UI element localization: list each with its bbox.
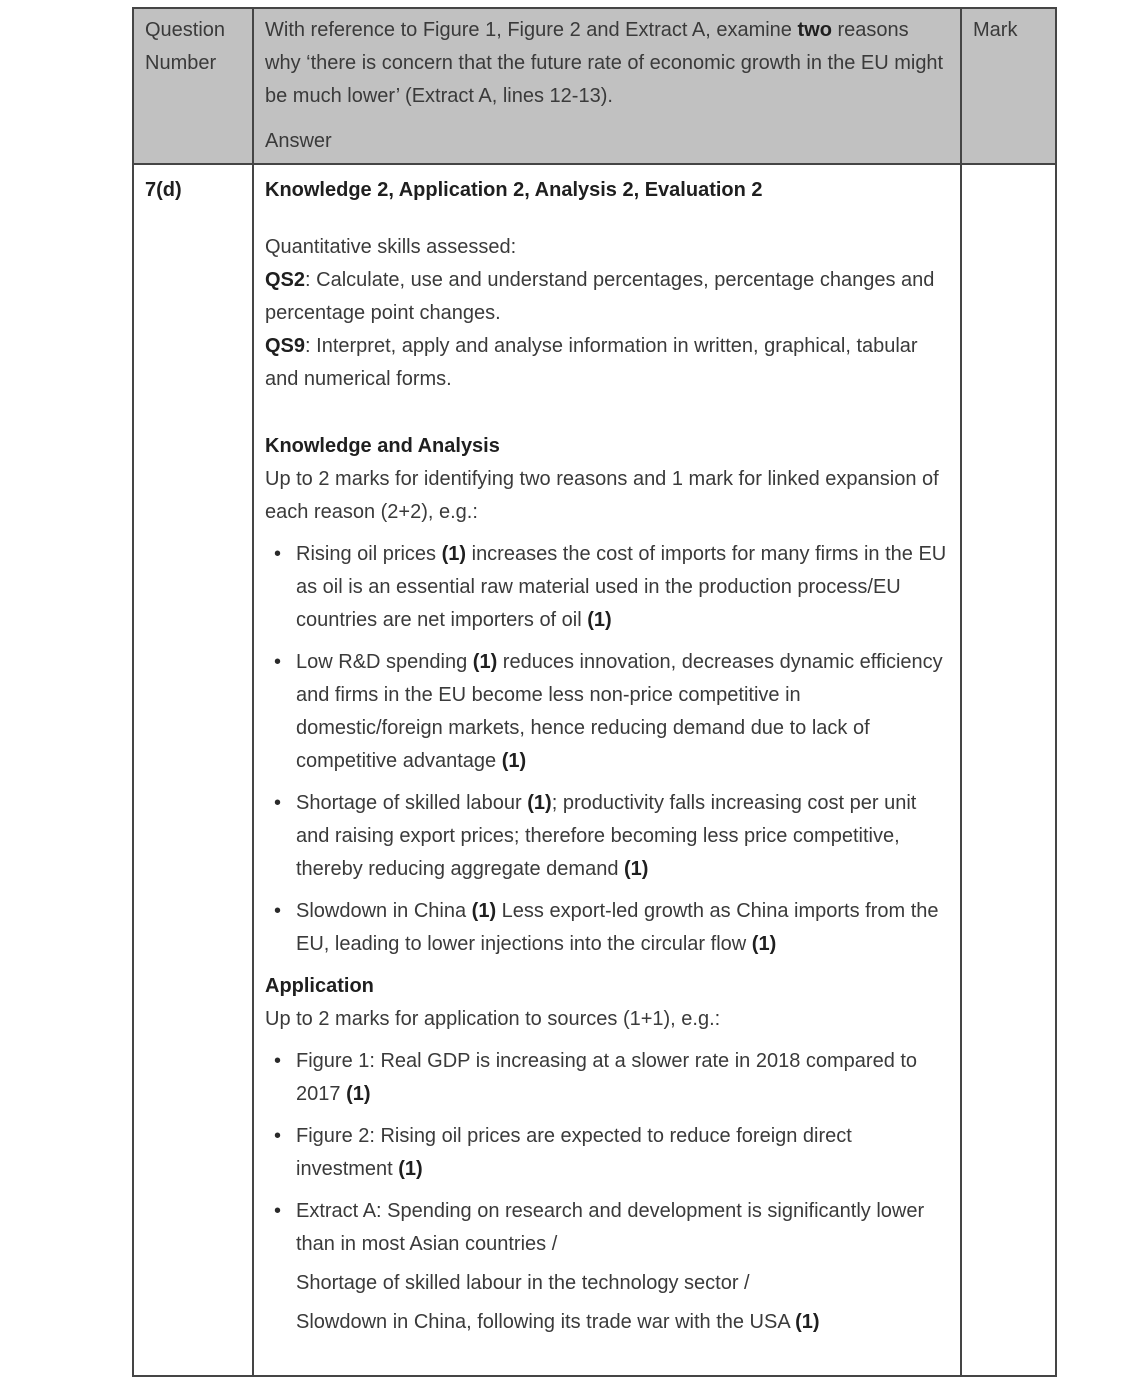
knowledge-analysis-heading: Knowledge and Analysis bbox=[265, 435, 500, 457]
list-item: • Slowdown in China (1) Less export-led growth as China imports from the EU, leading to lower injections into the circular flow (1) bbox=[265, 895, 948, 961]
extract-a-continuation: Shortage of skilled labour in the technology sector / bbox=[296, 1272, 750, 1294]
header-mark-cell bbox=[961, 8, 1056, 164]
header-question-cell bbox=[253, 8, 961, 164]
knowledge-bullet-list bbox=[265, 538, 948, 961]
extract-a-continuation: Slowdown in China, following its trade war with the USA (1) bbox=[296, 1311, 820, 1333]
knowledge-intro: Up to 2 marks for identifying two reasons and 1 mark for linked expansion of each reason (2+2), e.g.: bbox=[265, 468, 939, 523]
list-item bbox=[265, 1195, 948, 1339]
application-heading: Application bbox=[265, 975, 374, 997]
application-intro: Up to 2 marks for application to sources (1+1), e.g.: bbox=[265, 1008, 721, 1030]
qs2-line: QS2: Calculate, use and understand percentages, percentage changes and percentage point changes. bbox=[265, 269, 935, 324]
question-id-cell bbox=[133, 164, 253, 1376]
mark-label: Mark bbox=[973, 19, 1018, 41]
qs9-line: QS9: Interpret, apply and analyse information in written, graphical, tabular and numerical forms. bbox=[265, 335, 918, 390]
answer-row bbox=[133, 164, 1056, 1376]
quantitative-skills-intro: Quantitative skills assessed: bbox=[265, 236, 517, 258]
question-id: 7(d) bbox=[145, 179, 182, 201]
list-item: • Figure 2: Rising oil prices are expected to reduce foreign direct investment (1) bbox=[265, 1120, 948, 1186]
extract-a-line: • Extract A: Spending on research and development is significantly lower than in most Asian countries / bbox=[296, 1200, 925, 1255]
marks-breakdown-heading: Knowledge 2, Application 2, Analysis 2, Evaluation 2 bbox=[265, 179, 763, 201]
question-text: With reference to Figure 1, Figure 2 and Extract A, examine two reasons why ‘there is concern that the future rate of economic growth in the EU might be much lower’ (Extract A, lines 12-13). bbox=[265, 19, 944, 107]
list-item: • Low R&D spending (1) reduces innovation, decreases dynamic efficiency and firms in the EU become less non-price competitive in domestic/foreign markets, hence reducing demand due to lack of competitive advantage (1) bbox=[265, 646, 948, 778]
header-question-number-cell bbox=[133, 8, 253, 164]
table-header-row bbox=[133, 8, 1056, 164]
mark-value-cell bbox=[961, 164, 1056, 1376]
list-item: • Figure 1: Real GDP is increasing at a slower rate in 2018 compared to 2017 (1) bbox=[265, 1045, 948, 1111]
question-number-label: Question Number bbox=[145, 19, 226, 74]
answer-cell bbox=[253, 164, 961, 1376]
list-item: • Rising oil prices (1) increases the cost of imports for many firms in the EU as oil is an essential raw material used in the production process/EU countries are net importers of oil (1) bbox=[265, 538, 948, 637]
answer-label: Answer bbox=[265, 130, 332, 152]
application-bullet-list bbox=[265, 1045, 948, 1339]
list-item: • Shortage of skilled labour (1); productivity falls increasing cost per unit and raising export prices; therefore becoming less price competitive, thereby reducing aggregate demand (1) bbox=[265, 787, 948, 886]
mark-scheme-table bbox=[132, 7, 1057, 1377]
